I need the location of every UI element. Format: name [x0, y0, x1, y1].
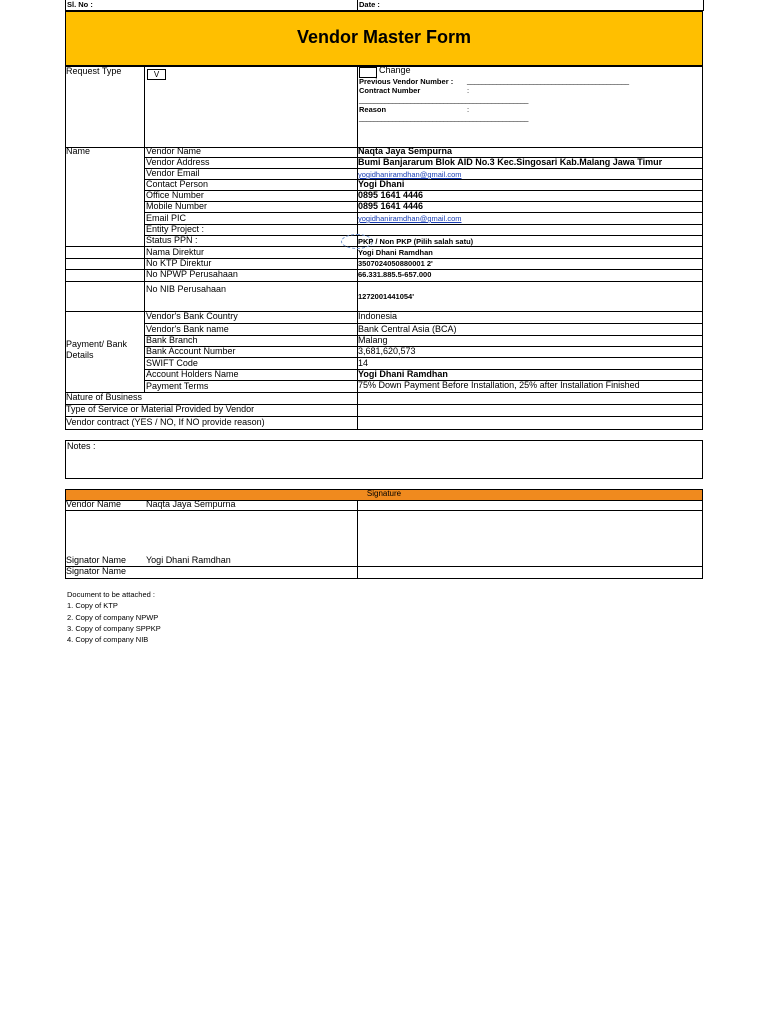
signature-title: Signature [366, 489, 402, 498]
entity-project-label: Entity Project : [146, 224, 205, 234]
vendor-contract-label: Vendor contract (YES / NO, If NO provide reason) [66, 417, 265, 427]
vendor-address-label: Vendor Address [146, 157, 210, 167]
bank-country-value: Indonesia [358, 311, 398, 321]
bank-country-label: Vendor's Bank Country [146, 311, 238, 321]
name-section-label: Name [66, 146, 91, 156]
mobile-number-label: Mobile Number [146, 201, 208, 211]
attachment-item: 2. Copy of company NPWP [67, 613, 159, 622]
account-number-value: 3,681,620,573 [358, 346, 416, 356]
contact-person-value: Yogi Dhani [358, 179, 405, 189]
npwp-label: No NPWP Perusahaan [146, 269, 238, 279]
attachments-title: Document to be attached : [67, 590, 155, 599]
email-pic-label: Email PIC [146, 213, 187, 223]
vendor-name-value: Naqta Jaya Sempurna [358, 146, 453, 156]
bank-branch-value: Malang [358, 335, 388, 345]
office-number-value: 0895 1641 4446 [358, 190, 424, 200]
account-holder-label: Account Holders Name [146, 369, 239, 379]
form-title: Vendor Master Form [296, 27, 472, 47]
status-ppn-value: PKP / Non PKP (Pilih salah satu) [358, 237, 474, 246]
attachment-item: 4. Copy of company NIB [67, 635, 149, 644]
account-number-label: Bank Account Number [146, 346, 236, 356]
change-label: Change [379, 65, 411, 75]
reason-line: ______________________________________________ [359, 113, 528, 122]
notes-label: Notes : [67, 441, 96, 451]
nama-direktur-label: Nama Direktur [146, 247, 205, 257]
checkbox-mark: V [153, 70, 160, 79]
attachment-item: 3. Copy of company SPPKP [67, 624, 161, 633]
nature-of-business-label: Nature of Business [66, 392, 143, 402]
sig-vendor-name-value: Naqta Jaya Sempurna [146, 499, 236, 509]
signator-2-label: Signator Name [66, 566, 127, 576]
status-ppn-label: Status PPN : [146, 235, 198, 245]
vendor-address-value: Bumi Banjararum Blok AID No.3 Kec.Singosari Kab.Malang Jawa Timur [358, 157, 663, 167]
bank-name-value: Bank Central Asia (BCA) [358, 324, 457, 334]
ktp-direktur-value: 3507024050880001 2' [358, 259, 433, 268]
contract-label: Contract Number [359, 86, 421, 95]
reason-label: Reason [359, 105, 387, 114]
bank-branch-label: Bank Branch [146, 335, 198, 345]
email-pic-value[interactable]: yogidhaniramdhan@gmail.com [358, 214, 462, 223]
vendor-name-label: Vendor Name [146, 146, 202, 156]
vendor-email-value[interactable]: yogidhaniramdhan@gmail.com [358, 170, 462, 179]
payment-section-label-1: Payment/ Bank [66, 339, 128, 349]
contract-line: ______________________________________________ [359, 95, 528, 104]
vendor-email-label: Vendor Email [146, 168, 200, 178]
prev-vendor-line: ____________________________________________ [467, 76, 629, 85]
signature-table [65, 500, 703, 579]
sl-no-label: Sl. No : [67, 0, 93, 9]
swift-code-value: 14 [358, 358, 369, 368]
service-type-label: Type of Service or Material Provided by Vendor [66, 404, 255, 414]
signator-1-label: Signator Name [66, 555, 127, 565]
date-label: Date : [359, 0, 380, 9]
new-request-checkbox[interactable] [147, 69, 166, 80]
reason-colon: : [467, 105, 470, 114]
attachment-item: 1. Copy of KTP [67, 601, 118, 610]
bank-name-label: Vendor's Bank name [146, 324, 229, 334]
prev-vendor-label: Previous Vendor Number : [359, 77, 454, 86]
contract-colon: : [467, 86, 470, 95]
mobile-number-value: 0895 1641 4446 [358, 201, 424, 211]
office-number-label: Office Number [146, 190, 204, 200]
payment-terms-value: 75% Down Payment Before Installation, 25% after Installation Finished [358, 380, 640, 390]
nama-direktur-value: Yogi Dhani Ramdhan [358, 248, 433, 257]
payment-terms-label: Payment Terms [146, 381, 209, 391]
notes-box[interactable] [65, 440, 703, 479]
signator-1-value: Yogi Dhani Ramdhan [146, 555, 231, 565]
swift-code-label: SWIFT Code [146, 358, 198, 368]
nib-value: 1272001441054' [358, 292, 415, 301]
npwp-value: 66.331.885.5-657.000 [358, 270, 432, 279]
sig-vendor-name-label: Vendor Name [66, 499, 122, 509]
header-row [65, 0, 704, 11]
payment-section-label-2: Details [66, 350, 94, 360]
account-holder-value: Yogi Dhani Ramdhan [358, 369, 448, 379]
ktp-direktur-label: No KTP Direktur [146, 258, 212, 268]
contact-person-label: Contact Person [146, 179, 209, 189]
request-type-label: Request Type [66, 66, 122, 76]
nib-label: No NIB Perusahaan [146, 284, 227, 294]
